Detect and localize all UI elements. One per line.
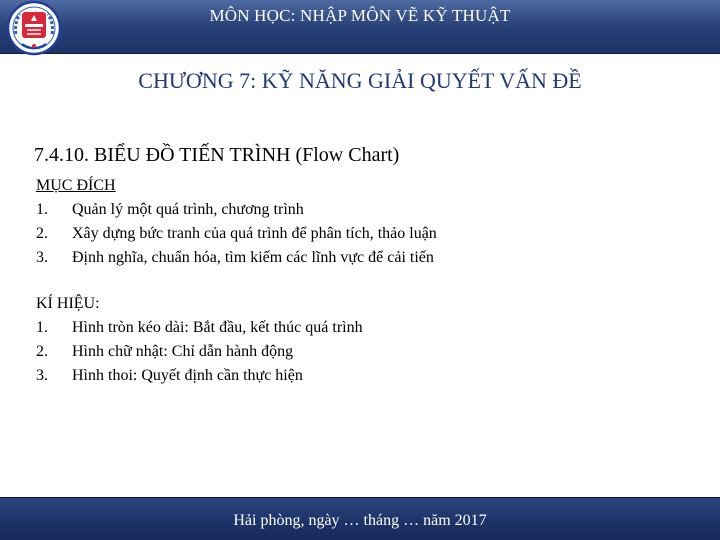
list-item [36,340,363,364]
footer-bar [0,497,720,540]
list-item [36,246,437,270]
university-emblem-icon [6,0,62,56]
course-title: MÔN HỌC: NHẬP MÔN VẼ KỸ THUẬT [209,6,511,25]
list-text: Xây dựng bức tranh của quá trình để phân tích, thảo luận [72,225,437,242]
header-bar [0,0,720,54]
list-text: Định nghĩa, chuẩn hóa, tìm kiếm các lĩnh vực để cải tiến [72,249,434,266]
list-number: 1. [36,319,48,336]
list-text: Hình tròn kéo dài: Bắt đầu, kết thúc quá trình [72,319,363,336]
chapter-title: CHƯƠNG 7: KỸ NĂNG GIẢI QUYẾT VẤN ĐỀ [138,68,582,93]
symbols-section [36,292,363,388]
list-number: 3. [36,249,48,266]
list-number: 3. [36,367,48,384]
list-number: 2. [36,343,48,360]
list-item [36,316,363,340]
list-item [36,198,437,222]
list-item [36,364,363,388]
list-number: 2. [36,225,48,242]
section-title: 7.4.10. BIỂU ĐỒ TIẾN TRÌNH (Flow Chart) [34,144,400,166]
purpose-heading: MỤC ĐÍCH [36,177,116,194]
purpose-section [36,174,437,270]
list-text: Hình thoi: Quyết định cần thực hiện [72,367,303,384]
symbols-heading: KÍ HIỆU: [36,295,100,312]
list-item [36,222,437,246]
list-text: Hình chữ nhật: Chỉ dẫn hành động [72,343,294,360]
footer-date: Hải phòng, ngày … tháng … năm 2017 [233,512,487,529]
list-text: Quản lý một quá trình, chương trình [72,201,304,218]
list-number: 1. [36,201,48,218]
